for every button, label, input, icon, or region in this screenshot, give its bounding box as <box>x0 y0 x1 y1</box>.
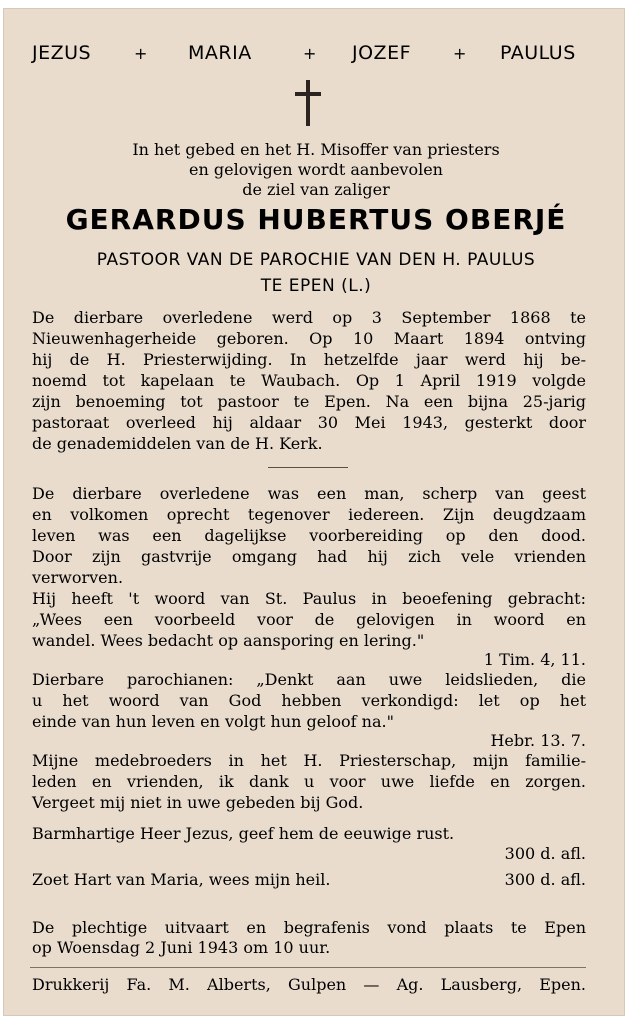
funeral-line: op Woensdag 2 Juni 1943 om 10 uur. <box>32 938 331 957</box>
body-line: u het woord van God hebben verkondigd: let op het <box>32 691 586 710</box>
body-line: Door zijn gastvrije omgang had hij zich vele vrienden <box>32 547 586 566</box>
prayer-indulgence: 300 d. afl. <box>504 870 586 889</box>
bio-line: Nieuwenhagerheide geboren. Op 10 Maart 1894 ontving <box>32 329 586 348</box>
prayer-text: Zoet Hart van Maria, wees mijn heil. <box>32 870 331 889</box>
bio-line: pastoraat overleed hij aldaar 30 Mei 1943, gesterkt door <box>32 413 586 432</box>
prayer-indulgence: 300 d. afl. <box>504 844 586 863</box>
bio-line: De dierbare overledene werd op 3 September 1868 te <box>32 308 586 327</box>
header-pieties <box>0 42 632 66</box>
piety-jezus: JEZUS <box>32 42 92 64</box>
piety-paulus: PAULUS <box>500 42 576 64</box>
printer-line: Drukkerij Fa. M. Alberts, Gulpen — Ag. Lausberg, Epen. <box>32 975 586 994</box>
divider <box>268 467 348 468</box>
body-line: Vergeet mij niet in uwe gebeden bij God. <box>32 793 364 812</box>
intro-line: en gelovigen wordt aanbevolen <box>189 160 443 179</box>
bio-line: de genademiddelen van de H. Kerk. <box>32 434 323 453</box>
body-line: leven was een dagelijkse voorbereiding op den dood. <box>32 526 586 545</box>
body-line: Hij heeft 't woord van St. Paulus in beoefening gebracht: <box>32 589 586 608</box>
scripture-ref: Hebr. 13. 7. <box>490 731 586 750</box>
body-line: Mijne medebroeders in het H. Priesterschap, mijn familie- <box>32 751 586 770</box>
bio-line: hij de H. Priesterwijding. In hetzelfde jaar werd hij be- <box>32 350 586 369</box>
funeral-line: De plechtige uitvaart en begrafenis vond plaats te Epen <box>32 918 586 937</box>
intro-line: de ziel van zaliger <box>242 180 390 199</box>
body-line: Dierbare parochianen: „Denkt aan uwe leidslieden, die <box>32 670 586 689</box>
piety-maria: MARIA <box>188 42 252 64</box>
deceased-title: PASTOOR VAN DE PAROCHIE VAN DEN H. PAULUS <box>96 250 536 270</box>
separator-cross: + <box>303 44 317 63</box>
body-line: einde van hun leven en volgt hun geloof na." <box>32 712 394 731</box>
body-line: en volkomen oprecht tegenover iedereen. Zijn deugdzaam <box>32 505 586 524</box>
latin-cross-icon <box>292 80 324 128</box>
deceased-parish: TE EPEN (L.) <box>260 276 372 296</box>
scripture-ref: 1 Tim. 4, 11. <box>483 650 586 669</box>
printer-rule <box>30 967 586 968</box>
deceased-name: GERARDUS HUBERTUS OBERJÉ <box>65 203 567 236</box>
bio-line: noemd tot kapelaan te Waubach. Op 1 April 1919 volgde <box>32 371 586 390</box>
body-line: verworven. <box>32 568 124 587</box>
intro-line: In het gebed en het H. Misoffer van priesters <box>132 140 500 159</box>
body-line: De dierbare overledene was een man, scherp van geest <box>32 484 586 503</box>
separator-cross: + <box>453 44 467 63</box>
body-line: leden en vrienden, ik dank u voor uwe liefde en zorgen. <box>32 772 586 791</box>
separator-cross: + <box>134 44 148 63</box>
body-line: „Wees een voorbeeld voor de gelovigen in woord en <box>32 610 586 629</box>
body-line: wandel. Wees bedacht op aansporing en lering." <box>32 631 425 650</box>
bio-line: zijn benoeming tot pastoor te Epen. Na een bijna 25-jarig <box>32 392 586 411</box>
piety-jozef: JOZEF <box>352 42 412 64</box>
prayer-text: Barmhartige Heer Jezus, geef hem de eeuwige rust. <box>32 824 455 843</box>
